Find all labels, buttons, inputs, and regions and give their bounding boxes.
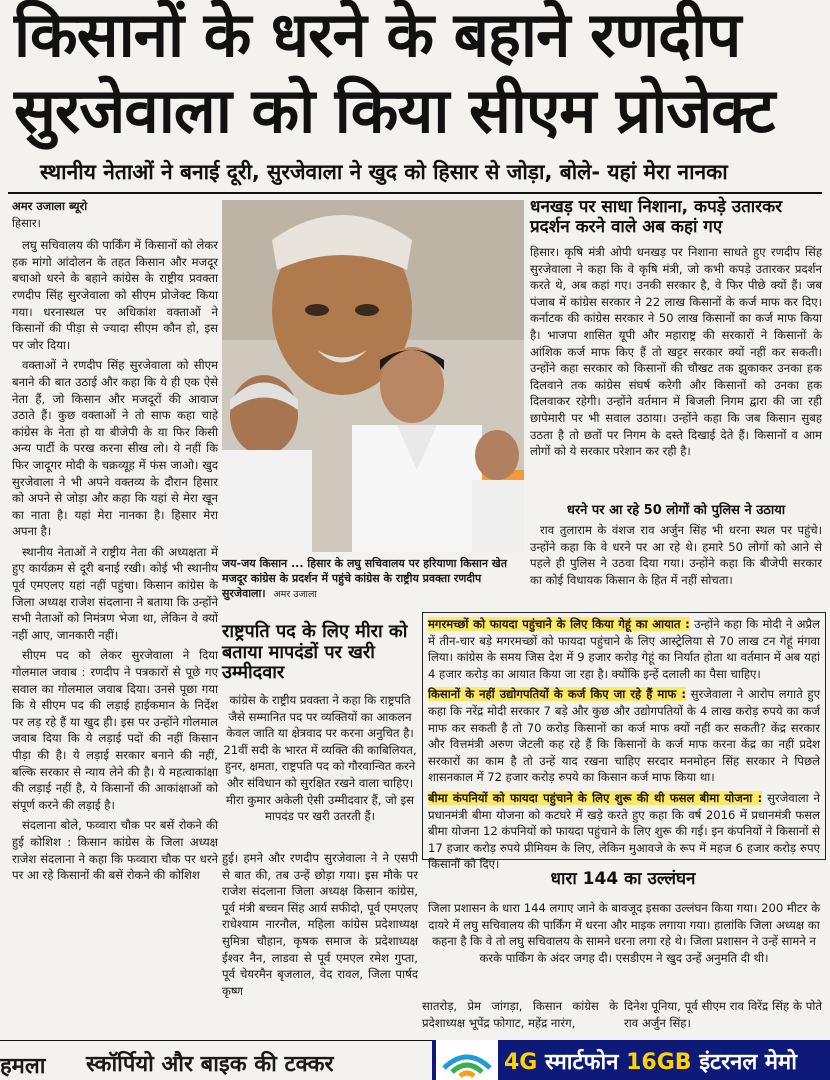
subheadline: स्थानीय नेताओं ने बनाई दूरी, सुरजेवाला ने खुद को हिसार से जोड़ा, बोले- यहां मेरा नानका	[40, 160, 728, 184]
photo-caption	[222, 556, 524, 602]
box-item	[428, 616, 820, 682]
paragraph: हिसार। कृषि मंत्री ओपी धनखड़ पर निशाना साधते हुए रणदीप सिंह सुरजेवाला ने कहा कि वे कृषि मंत्री, जो कभी कपड़े उतारकर प्रदर्शन करते थे, अब कहां गए। उनकी सरकार है, वे फिर पीछे क्यों हैं। जब पंजाब में कांग्रेस सरकार ने 22 लाख किसानों के कर्ज माफ कर दिए। कर्नाटक की कांग्रेस सरकार ने 50 लाख किसानों का कर्ज माफ किया है। भाजपा शासित यूपी और महाराष्ट्र की सरकारों ने किसानों के आंशिक कर्ज माफ किए हैं तो खट्टर सरकार क्यों नहीं कर सकती। उन्होंने कहा सरकार को किसानों की चौखट तक झुकाकर उनका हक दिलवाने तक कांग्रेस संघर्ष करेगी और किसानों को उनका हक दिलवाकर रहेगी। उन्होंने वर्तमान में बिजली निगम द्वारा की जा रही छापेमारी पर भी सवाल उठाया। उन्होंने कहा कि जब किसान सुबह उठता है तो छतों पर निगम के दस्ते दिखाई देते हैं। किसानों व आम लोगों को ये सरकार परेशान कर रही है।	[530, 245, 822, 459]
section144-body	[428, 900, 820, 994]
photo-credit: अमर उजाला	[273, 589, 317, 600]
dateline: हिसार।	[12, 215, 41, 230]
news-photo	[222, 200, 524, 552]
paragraph: वक्ताओं ने रणदीप सिंह सुरजेवाला को सीएम बनाने की बात उठाई और कहा कि ये ही एक ऐसे नेता हैं, जो किसान और मजदूरों की आवाज उठाते हैं। कुछ वक्ताओं ने तो साफ कहा चाहे कांग्रेस के नेता हो या बीजेपी के या फिर किसी अन्य पार्टी के परख करना सीख लो। ये नहीं कि फिर जादूगर मोदी के चक्रव्यूह में फंस जाओ। खुद सुरजेवाला ने भी अपने वक्तव्य के दौरान हिसार को अपने से जोड़ा और कहा कि यहां से मेरा खून का नाता है। यहां मेरा नानका है। हिसार मेरा अपना है।	[12, 358, 218, 539]
middle-story-body	[222, 692, 418, 842]
ad-4g: 4G	[504, 1050, 538, 1075]
right-box-content	[428, 616, 820, 872]
box-item-lead: किसानों के नहीं उद्योगपतियों के कर्ज किए जा रहे हैं माफ :	[428, 687, 686, 702]
box-item	[428, 686, 820, 786]
byline: अमर उजाला ब्यूरो	[12, 199, 88, 213]
photo-illustration	[222, 200, 524, 552]
ad-text	[504, 1046, 797, 1076]
paragraph: हुई। हमने और रणदीप सुरजेवाला ने ने एसपी से बात की, तब उन्हें छोड़ा गया। इस मौके पर राजेश संदलाना जिला अध्यक्ष किसान कांग्रेस, पूर्व मंत्री बच्चन सिंह आर्य सफीदो, पूर्व एमएलए राधेश्याम नारनौल, महिला कांग्रेस प्रदेशाध्यक्ष सुमित्रा चौहान, कृषक समाज के प्रदेशाध्यक्ष ईश्वर नैन, लाडवा से पूर्व एमएल रमेश गुप्ता, पूर्व चेयरमैन बृजलाल, वेद रावल, जिला पार्षद कृष्ण	[222, 851, 418, 998]
headline-rule	[8, 192, 822, 194]
box-item-text: सुरजेवाला ने प्रधानमंत्री बीमा योजना को कटघरे में खड़े करते हुए कहा कि वर्ष 2016 में प्रधानमंत्री फसल बीमा योजना 12 कंपनियों को फायदा पहुंचाने के लिए शुरू की गई। इन कंपनियों ने किसानों से 17 हजार करोड़ रुपये प्रीमियम के लिए, लेकिन मुआवजे के रूप में महज 6 हजार करोड़ रुपए किसानों को दिए।	[428, 790, 820, 872]
headline-line-1: किसानों के धरने के बहाने रणदीप	[14, 0, 741, 71]
headline-line-2: सुरजेवाला को किया सीएम प्रोजेक्ट	[14, 74, 775, 147]
box-item-text: उन्होंने कहा कि मोदी ने अप्रैल में तीन-चार बड़े मगरमच्छों को फायदा पहुंचाने के लिए आस्ट्रेलिया से 70 लाख टन गेहूं मंगवा लिया। कांग्रेस के समय जिस देश में 9 हजार करोड़ गेहूं का निर्यात होता था वर्तमान में अब यहां 4 हजार करोड़ का आयात किया जा रहा है। क्योंकि इन्हें दलाली का पैसा चाहिए।	[428, 617, 820, 681]
paragraph: जिला प्रशासन के धारा 144 लगाए जाने के बावजूद इसका उल्लंघन किया गया। 200 मीटर के दायरे में लघु सचिवालय की पार्किंग में धरना और माइक लगाया गया। हालांकि जिला अध्यक्ष का कहना है कि वे तो लघु सचिवालय के सामने धरना लगा रहे थे। जिला प्रशासन ने उन्हें सामने न करके पार्किंग के अंदर जगह दी। एसडीएम ने खुद उन्हें अनुमति दी थी।	[428, 901, 820, 965]
section144-title: धारा 144 का उल्लंघन	[550, 869, 696, 889]
right-section-body	[530, 244, 822, 500]
paragraph: लघु सचिवालय की पार्किंग में किसानों को लेकर हक मांगो आंदोलन के तहत किसान और मजदूर बचाओ धरने के बहाने कांग्रेस के राष्ट्रीय प्रवक्ता रणदीप सिंह सुरजेवाला को सीएम प्रोजेक्ट किया गया। धरनास्थल पर अधिकांश वक्ताओं ने किसानों की पीड़ा से ज्यादा सीएम कौन हो, इस पर जोर दिया।	[12, 238, 218, 352]
box-item-text: सुरजेवाला ने आरोप लगाते हुए कहा कि नरेंद्र मोदी सरकार 7 बड़े और कुछ और उद्योगपतियों के 4 लाख करोड़ रुपये का कर्ज माफ कर सकती है तो 70 करोड़ किसानों का कर्ज माफ क्यों नहीं कर सकती? केंद्र सरकार और वित्तमंत्री अरुण जेटली कह रहे हैं कि किसानों के कर्ज माफ करना केंद्र का नहीं प्रदेश सरकारों का काम है तो उन्हें याद रखना चाहिए सरदार मनमोहन सिंह सरकार ने पिछले शासनकाल में 72 हजार करोड़ रुपये का किसान कर्ज माफ किया था।	[428, 687, 820, 785]
paragraph: दिनेश पूनिया, पूर्व सीएम राव विरेंद्र सिंह के पोते राव अर्जुन सिंह।	[624, 999, 822, 1030]
paragraph: स्थानीय नेताओं ने राष्ट्रीय नेता की अध्यक्षता में हुए कार्यक्रम से दूरी बनाई रखी। कोई भी स्थानीय पूर्व एमएलए यहां नहीं पहुंचा। किसान कांग्रेस के जिला अध्यक्ष राजेश संदलाना ने बताया कि उन्होंने सभी नेताओं को निमंत्रण भेजा था, लेकिन वे क्यों नहीं आए, जानकारी नहीं।	[12, 544, 218, 642]
box-item-lead: बीमा कंपनियों को फायदा पहुंचाने के लिए शुरू की थी फसल बीमा योजना :	[428, 790, 763, 805]
ad-smartphone: स्मार्टफोन	[545, 1050, 619, 1075]
ad-memory: इंटरनल मेमो	[699, 1050, 797, 1075]
box-item	[428, 790, 820, 873]
continuation-col-2	[422, 998, 618, 1040]
right-section-title: धनखड़ पर साधा निशाना, कपड़े उतारकर प्रदर्शन करने वाले अब कहां गए	[530, 197, 783, 237]
bottom-left-word: हमला	[0, 1054, 46, 1079]
ad-16gb: 16GB	[626, 1050, 692, 1075]
right-subsection-body	[530, 522, 822, 606]
bottom-teaser: स्कॉर्पियो और बाइक की टक्कर	[86, 1052, 334, 1077]
continuation-col-3	[624, 998, 822, 1040]
wifi-icon	[436, 1040, 498, 1080]
continuation-col-1	[222, 850, 418, 1040]
paragraph-bold-lead: संदलाना बोले, फव्वारा चौक पर बसें रोकने की हुई कोशिश : किसान कांग्रेस के जिला अध्यक्ष राजेश संदलाना ने कहा कि फव्वारा चौक पर धरने पर आ रहे किसानों की बसें रोकने की कोशिश	[12, 818, 218, 883]
paragraph-bold-lead: सीएम पद को लेकर सुरजेवाला ने दिया गोलमाल जवाब : रणदीप ने पत्रकारों से पूछे गए सवाल का गोलमाल जवाब दिया। उनसे पूछा गया कि ये सीएम पद की लड़ाई हाईकमान के निर्देश पर लड़ रहे हैं या खुद ही। इस पर उन्होंने गोलमाल जवाब दिया कि ये लड़ाई पदों की नहीं किसान पीड़ा की है। ये लड़ाई सरकार बनाने की नहीं, बल्कि सरकार से न्याय लेने की है। ये महत्वाकांक्षा की लड़ाई नहीं है, ये किसानों की आकांक्षाओं को संपूर्ण करने की लड़ाई है।	[12, 648, 218, 812]
caption-text: जय-जय किसान ... हिसार के लघु सचिवालय पर हरियाणा किसान खेत मजदूर कांग्रेस के प्रदर्शन में पहुंचे कांग्रेस के राष्ट्रीय प्रवक्ता रणदीप सुरजेवाला।	[222, 557, 508, 600]
paragraph: कांग्रेस के राष्ट्रीय प्रवक्ता ने कहा कि राष्ट्रपति जैसे सम्मानित पद पर व्यक्तियों का आकलन केवल जाति या क्षेत्रवाद पर करना अनुचित है। 21वीं सदी के भारत में व्यक्ति की काबिलियत, हुनर, क्षमता, राष्ट्रपति पद को गौरवान्वित करने और संविधान को सुरक्षित रखने वाला चाहिए। मीरा कुमार अकेली ऐसी उम्मीदवार हैं, जो इस मापदंड पर खरी उतरती हैं।	[223, 693, 417, 824]
right-subsection-title: धरने पर आ रहे 50 लोगों को पुलिस ने उठाया	[566, 503, 786, 518]
middle-story-title: राष्ट्रपति पद के लिए मीरा को बताया मापदंडों पर खरी उम्मीदवार	[222, 621, 408, 684]
paragraph: राव तुलाराम के वंशज राव अर्जुन सिंह भी धरना स्थल पर पहुंचे। उन्होंने कहा कि वे धरने पर आ रहे थे। हमारे 50 लोगों को आने से पहले ही पुलिस ने उठवा दिया गया। उन्होंने कहा कि बीजेपी सरकार का कोई विधायक किसान के हित में नहीं सोचता।	[530, 523, 822, 587]
paragraph: सातरोड़, प्रेम जांगड़ा, किसान कांग्रेस के प्रदेशाध्यक्ष भूपेंद्र फोगाट, महेंद्र नारंग,	[422, 999, 618, 1030]
left-column	[12, 198, 218, 1040]
ad-banner[interactable]	[432, 1040, 830, 1080]
box-item-lead: मगरमच्छों को फायदा पहुंचाने के लिए किया गेहूं का आयात :	[428, 617, 690, 631]
